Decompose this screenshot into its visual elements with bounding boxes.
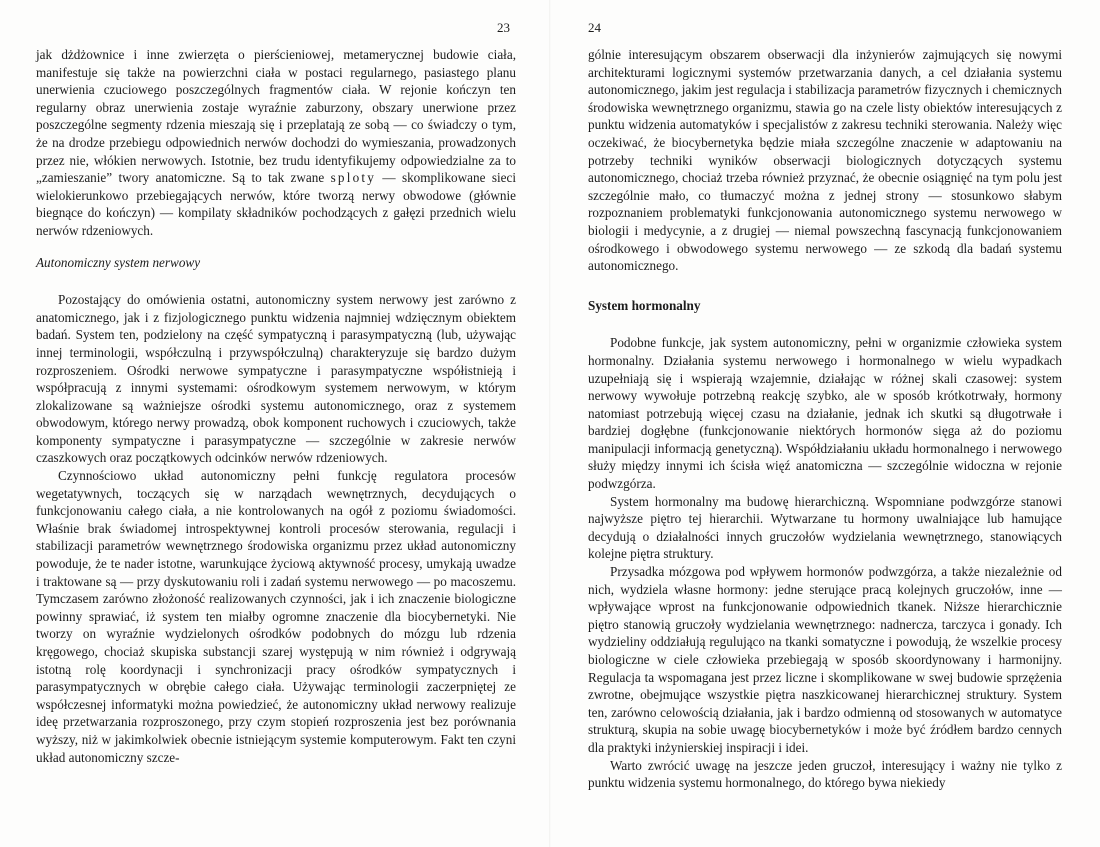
paragraph [36, 46, 516, 240]
paragraph: gólnie interesującym obszarem obserwacji dla inżynierów zajmujących się nowymi architekturami logicznymi systemów przetwarzania danych, a cel działania systemu autonomicznego, jakim jest regulacja i stabilizacja parametrów fizycznych i chemicznych środowiska wewnętrznego organizmu, stawia go na czele listy obiektów interesujących z punktu widzenia automatyków i specjalistów z zakresu techniki sterowania. Należy więc oczekiwać, że biocybernetyka będzie miała szczególne znaczenie w adaptowaniu na potrzeby techniki wyników obserwacji biologicznych dotyczących systemu autonomicznego, chociaż trzeba również przyznać, że obecnie osiągnięć na tym polu jest szczególnie mało, co tłumaczyć można z jednej strony — stosunkowo słabym rozpoznaniem problematyki funkcjonowania autonomicznego systemu nerwowego w biologii i medycynie, a z drugiej — niemal powszechną fascynacją funkcjonowaniem ośrodkowego i obwodowego systemu nerwowego — ze szkodą dla badań systemu autonomicznego. [588, 47, 1062, 274]
paragraph: Warto zwrócić uwagę na jeszcze jeden gruczoł, interesujący i ważny nie tylko z punktu widzenia systemu hormonalnego, do którego bywa niekiedy [588, 757, 1062, 791]
paragraph: Przysadka mózgowa pod wpływem hormonów podwzgórza, a także niezależnie od nich, wydziela własne hormony: jedne sterujące pracą kolejnych gruczołów, inne — wpływające wprost na funkcjonowanie odpowiednich tkanek. Niższe hierarchicznie piętro stanowią gruczoły wydzielania wewnętrznego: nadnercza, tarczyca i gonady. Ich wydzieliny oddziałują regulująco na tkanki somatyczne i powodują, że wszelkie procesy biologiczne w ciele człowieka przebiegają w sposób skoordynowany i harmonijny. Regulacja ta wspomagana jest przez liczne i skomplikowane w swej budowie sprzężenia zwrotne, obejmujące wszystkie piętra naszkicowanej hierarchicznej struktury. System ten, zarówno celowością działania, jak i bardzo odmienną od stosowanych w automatyce strukturą, skupia na sobie uwagę biocybernetyków i może być źródłem bardzo cennych dla praktyki inżynierskiej inspiracji i idei. [588, 564, 1062, 755]
text-column [36, 46, 516, 766]
paragraph: Pozostający do omówienia ostatni, autonomiczny system nerwowy jest zarówno z anatomicznego, jak i z fizjologicznego punktu widzenia najmniej wdzięcznym obiektem badań. System ten, podzielony na część sympatyczną i parasympatyczną (lub, używając innej terminologii, współczulną i przywspółczulną) charakteryzuje się bardzo dużym rozproszeniem. Ośrodki nerwowe sympatyczne i parasympatyczne współistnieją i współpracują z innymi systemami: ośrodkowym systemem nerwowym, w którym zlokalizowane są ważniejsze ośrodki systemu autonomicznego, oraz z systemem obwodowym, którego nerwy prowadzą, obok komponent ruchowych i czuciowych, także komponenty sympatyczne i parasympatyczne — szczególnie w zakresie nerwów czaszkowych oraz początkowych odcinków nerwów rdzeniowych. [36, 292, 516, 466]
paragraph-text: jak dżdżownice i inne zwierzęta o pierścieniowej, metamerycznej budowie ciała, manifestuje się także na powierzchni ciała w postaci regularnego, pasiastego planu unerwienia czuciowego poszczególnych fragmentów ciała. W rejonie kończyn ten regularny obraz unerwienia zostaje wyraźnie zaburzony, obszary unerwione przez poszczególne segmenty rdzenia mieszają się i przeplatają ze sobą — co świadczy o tym, że na drodze przebiegu odpowiednich nerwów dochodzi do wymieszania, prowadzonych przez nie, włókien nerwowych. Istotnie, bez trudu identyfikujemy odpowiedzialne za to „zamieszanie” twory anatomiczne. Są to tak zwane [36, 47, 516, 186]
section-heading: Autonomiczny system nerwowy [36, 254, 201, 270]
paragraph-text: — skomplikowane sieci wielokierunkowo przebiegających nerwów, które tworzą nerwy obwodowe (głównie biegnące do kończyn) — kompilaty składników pochodzących z gałęzi przednich wielu nerwów rdzeniowych. [36, 170, 516, 238]
section-heading: System hormonalny [588, 297, 701, 313]
paragraph: Czynnościowo układ autonomiczny pełni funkcję regulatora procesów wegetatywnych, toczących się w narządach wewnętrznych, decydujących o funkcjonowaniu całego ciała, a nie kontrolowanych na ogół z poziomu świadomości. Właśnie brak świadomej introspektywnej kontroli procesów sterowania, regulacji i stabilizacji parametrów wewnętrznego środowiska organizmu przez układ autonomiczny powoduje, że te nader istotne, warunkujące życiową aktywność procesy, umykają uwadze i traktowane są — przy dyskutowaniu roli i zadań systemu nerwowego — po macoszemu. Tymczasem zarówno złożoność realizowanych czynności, jak i ich znaczenie biologiczne powinny sprawiać, iż system ten miałby ogromne znaczenie dla biocybernetyki. Nie tworzy on wyraźnie wydzielonych ośrodków podobnych do mózgu lub rdzenia kręgowego, chociaż skupiska substancji szarej występują w nim również i odgrywają istotną rolę koordynacji i synchronizacji pracy ośrodków sympatycznych i parasympatycznych w obrębie całego ciała. Używając terminologii zaczerpniętej ze współczesnej informatyki można powiedzieć, że autonomiczny układ nerwowy realizuje ideę przetwarzania rozproszonego, przy czym stopień rozproszenia jest bez porównania wyższy, niż w jakimkolwiek obecnie istniejącym systemie komputerowym. Fakt ten czyni układ autonomiczny szcze- [36, 468, 516, 765]
right-page [550, 0, 1100, 847]
paragraph: System hormonalny ma budowę hierarchiczną. Wspomniane podwzgórze stanowi najwyższe piętro tej hierarchii. Wytwarzane tu hormony uwalniające lub hamujące decydują o działalności innych gruczołów wydzielania wewnętrznego, stanowiących kolejne piętra struktury. [588, 493, 1062, 562]
emphasized-term: sploty [330, 170, 377, 186]
page-number: 24 [588, 20, 601, 35]
page-number: 23 [497, 20, 510, 35]
paragraph: Podobne funkcje, jak system autonomiczny, pełni w organizmie człowieka system hormonalny. Działania systemu nerwowego i hormonalnego w wielu wypadkach uzupełniają się i wspierają wzajemnie, działając w różnej skali czasowej: system nerwowy wywołuje potrzebną reakcję szybko, ale w sposób krótkotrwały, hormony natomiast potrzebują więcej czasu na działanie, jednak ich skutki są długotrwałe i bardziej dogłębne (funkcjonowanie niektórych hormonów sięga aż do poziomu manipulacji informacją genetyczną). Współdziałaniu układu hormonalnego i nerwowego służy między innymi ich ścisła więź anatomiczna — szczególnie widoczna w rejonie podwzgórza. [588, 335, 1062, 492]
text-column [588, 46, 1062, 792]
